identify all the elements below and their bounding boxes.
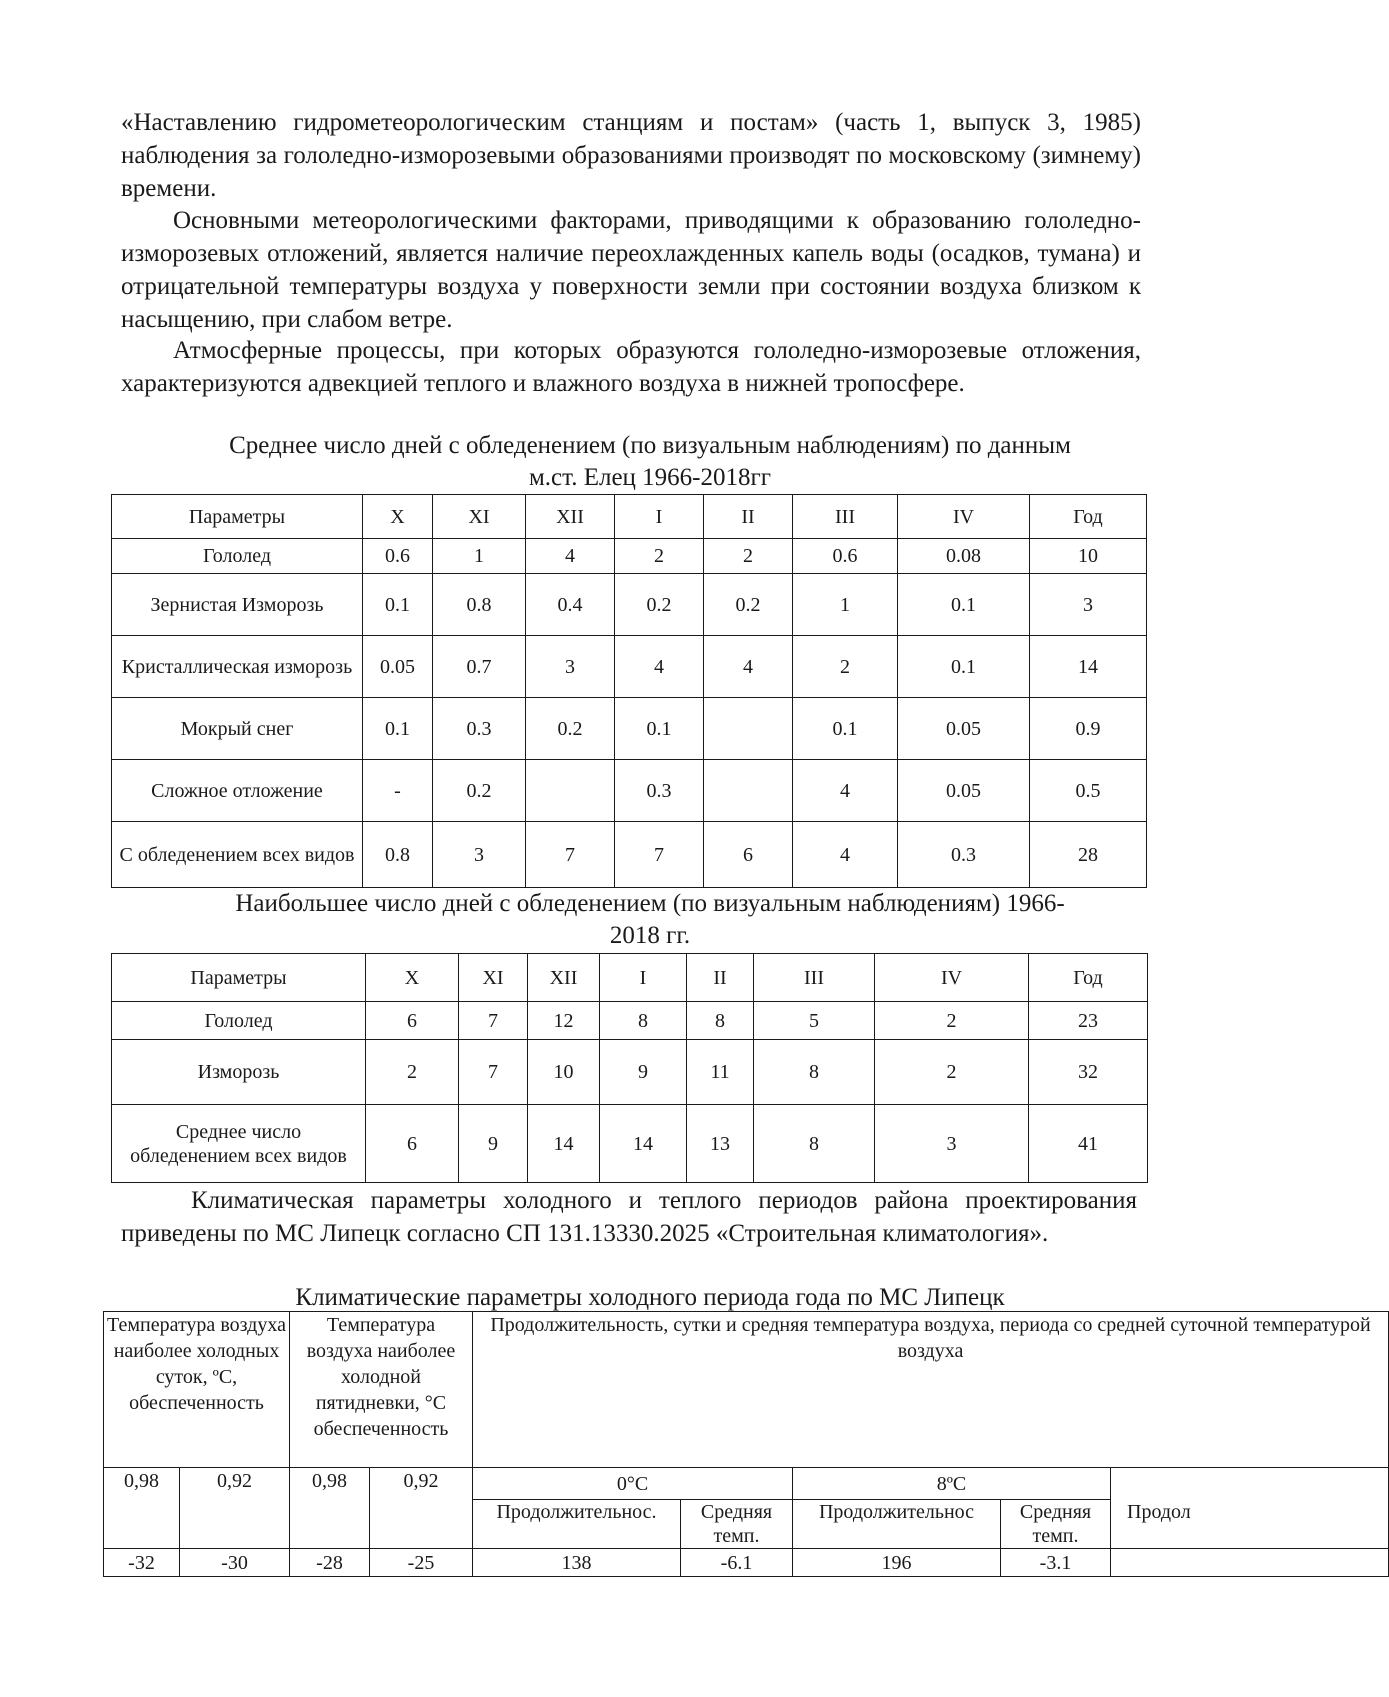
table-cell: - [363,760,433,822]
table3-container [103,1311,1371,1581]
table-row [112,1105,1148,1183]
table-cell: 0.1 [898,636,1030,698]
table-cell: 2 [793,636,898,698]
table-cell: 0.2 [526,698,615,760]
table-cell: 0.8 [433,574,526,636]
table-cell: Мокрый снег [112,698,363,760]
table-cell: 0.05 [898,760,1030,822]
table-cell: -32 [104,1549,180,1577]
table-cell: 32 [1029,1040,1148,1105]
table-cell: 0.1 [363,574,433,636]
intro-paragraph-3: Атмосферные процессы, при которых образуются гололедно-изморозевые отложения, характеризуются адвекцией теплого и влажного воздуха в нижней тропосфере. [121,337,1141,397]
table-cell: 7 [459,1002,528,1040]
table-cell: С обледенением всех видов [112,822,363,888]
table-cell: 7 [526,822,615,888]
table-cell: 7 [459,1040,528,1105]
table1-header-cell: X [363,495,433,539]
table-cell: 4 [793,822,898,888]
header-duration-mean-temp: Продолжительность, сутки и средняя температура воздуха, периода со средней суточной температурой воздуха [473,1312,1389,1468]
table2-header-cell: Год [1029,954,1148,1002]
table-cell: 3 [1030,574,1147,636]
table-cell: 2 [875,1002,1029,1040]
table-row [112,1040,1148,1105]
table-cell: 2 [704,539,793,574]
table-cell: 6 [366,1105,459,1183]
table-cell: 0.4 [526,574,615,636]
table-cell: 8 [754,1105,875,1183]
mean-temp-label: Средняя темп. [1001,1500,1111,1549]
table-cell: 0.7 [433,636,526,698]
table-cell: 5 [754,1002,875,1040]
table2-caption [150,888,1150,952]
table-cell: 0.5 [1030,760,1147,822]
table-cell: 14 [600,1105,687,1183]
table3-header-row [104,1312,1389,1468]
table2-header-cell: X [366,954,459,1002]
table-cell: 3 [526,636,615,698]
table-cell: Среднее число обледенением всех видов [112,1105,366,1183]
temp-threshold-cut [1111,1468,1389,1500]
table-cell: 0.1 [363,698,433,760]
table2-header-cell: XI [459,954,528,1002]
table-cell: 138 [473,1549,681,1577]
table1-header-cell: Год [1030,495,1147,539]
table-cell: 8 [754,1040,875,1105]
table-cell: 10 [1030,539,1147,574]
temp-threshold-8: 8ºС [793,1468,1111,1500]
table-cell: 4 [793,760,898,822]
table-cell: Зернистая Изморозь [112,574,363,636]
table3-caption: Климатические параметры холодного периода года по МС Липецк [295,1284,1005,1311]
table-cell: 1 [793,574,898,636]
probability-cell: 0,98 [290,1468,370,1549]
table-cell: 196 [793,1549,1001,1577]
table-cell: 1 [433,539,526,574]
table-cell: Гололед [112,539,363,574]
table-cell: 4 [526,539,615,574]
table-cell: 0.1 [898,574,1030,636]
table2-caption-line2: 2018 гг. [609,922,691,949]
table-cell: 0.08 [898,539,1030,574]
table-cell: Изморозь [112,1040,366,1105]
table-cell: 0.2 [704,574,793,636]
table2-header-cell: IV [875,954,1029,1002]
table-cell: 0.1 [615,698,704,760]
table-cell: -6.1 [681,1549,793,1577]
table-row [112,636,1147,698]
table-cell: 0.3 [898,822,1030,888]
table-cell: 6 [704,822,793,888]
table-cell [526,760,615,822]
table-cell: 9 [600,1040,687,1105]
table-cell: 0.6 [793,539,898,574]
table-cell: Гололед [112,1002,366,1040]
header-coldest-5day-temp: Температура воздуха наиболее холодной пятидневки, °С обеспеченность [290,1312,473,1468]
table-cell: 8 [687,1002,754,1040]
table-cell: 4 [615,636,704,698]
table2-header-cell: III [754,954,875,1002]
table1-header-cell: II [704,495,793,539]
mean-temp-label: Средняя темп. [681,1500,793,1549]
table1-caption [150,430,1150,494]
table2-header-cell: Параметры [112,954,366,1002]
table-cell: 2 [615,539,704,574]
table-cell: 0.05 [363,636,433,698]
header-coldest-day-temp: Температура воздуха наиболее холодных суток, ºС, обеспеченность [104,1312,290,1468]
duration-label: Продолжительнос [793,1500,1001,1549]
table-cell: 0.8 [363,822,433,888]
table-row [112,539,1147,574]
table-row [112,574,1147,636]
table-cell [1111,1549,1389,1577]
table-cell: -25 [370,1549,473,1577]
table1-header-cell: Параметры [112,495,363,539]
table-cell: Кристаллическая изморозь [112,636,363,698]
table-cell: 0.3 [433,698,526,760]
duration-label: Продолжительнос. [473,1500,681,1549]
duration-label: Продол [1111,1500,1389,1549]
climate-paragraph: Климатическая параметры холодного и теплого периодов района проектирования приведены по МС Липецк согласно СП 131.13330.2025 «Строительная климатология». [121,1187,1137,1247]
temp-threshold-0: 0°С [473,1468,793,1500]
table-cell: 11 [687,1040,754,1105]
table-row [104,1549,1389,1577]
table-cell: 3 [875,1105,1029,1183]
table2-header-cell: XII [528,954,600,1002]
table-cell: 13 [687,1105,754,1183]
table-cell: 2 [366,1040,459,1105]
table-cell: 2 [875,1040,1029,1105]
table-cell: 12 [528,1002,600,1040]
table-cell: 0.2 [615,574,704,636]
table2-header-row [112,954,1148,1002]
table-cell: Сложное отложение [112,760,363,822]
table-max-icing-days [111,953,1148,1183]
table1-header-cell: XI [433,495,526,539]
table-cell: 41 [1029,1105,1148,1183]
table-row [112,760,1147,822]
table-cell [704,760,793,822]
table-cell: 6 [366,1002,459,1040]
table-cell: 0.05 [898,698,1030,760]
table-row [112,1002,1148,1040]
table2-caption-line1: Наибольшее число дней с обледенением (по визуальным наблюдениям) 1966- [235,890,1065,917]
table-cell: -28 [290,1549,370,1577]
table-cell: 7 [615,822,704,888]
table-cell: 4 [704,636,793,698]
table1-header-cell: I [615,495,704,539]
table-cell: 9 [459,1105,528,1183]
table2-header-cell: I [600,954,687,1002]
table-cell: 23 [1029,1002,1148,1040]
table-row [112,822,1147,888]
table-cold-period-parameters [103,1311,1389,1577]
intro-paragraph-1: «Наставлению гидрометеорологическим станциям и постам» (часть 1, выпуск 3, 1985) наблюдения за гололедно-изморозевыми образованиями производят по московскому (зимнему) времени. [121,109,1141,202]
table-cell: 0.1 [793,698,898,760]
table-cell: 8 [600,1002,687,1040]
probability-cell: 0,92 [180,1468,290,1549]
table3-subheader-row [104,1468,1389,1500]
table-cell: -3.1 [1001,1549,1111,1577]
table-cell: 10 [528,1040,600,1105]
table1-caption-line1: Среднее число дней с обледенением (по визуальным наблюдениям) по данным [229,432,1071,459]
probability-cell: 0,98 [104,1468,180,1549]
table-cell: 14 [528,1105,600,1183]
table-cell: 0.6 [363,539,433,574]
table-average-icing-days [111,494,1147,888]
table1-header-cell: XII [526,495,615,539]
intro-paragraph-2: Основными метеорологическими факторами, приводящими к образованию гололедно-изморозевых отложений, является наличие переохлажденных капель воды (осадков, тумана) и отрицательной температуры воздуха у поверхности земли при состоянии воздуха близком к насыщению, при слабом ветре. [121,207,1141,333]
table1-header-cell: III [793,495,898,539]
table-cell: 0.3 [615,760,704,822]
table-cell [704,698,793,760]
table-cell: 14 [1030,636,1147,698]
table-cell: 0.9 [1030,698,1147,760]
table-cell: -30 [180,1549,290,1577]
probability-cell: 0,92 [370,1468,473,1549]
table2-header-cell: II [687,954,754,1002]
table-cell: 28 [1030,822,1147,888]
table1-header-row [112,495,1147,539]
table1-caption-line2: м.ст. Елец 1966-2018гг [528,464,772,491]
table-cell: 0.2 [433,760,526,822]
table-row [112,698,1147,760]
table1-header-cell: IV [898,495,1030,539]
table-cell: 3 [433,822,526,888]
